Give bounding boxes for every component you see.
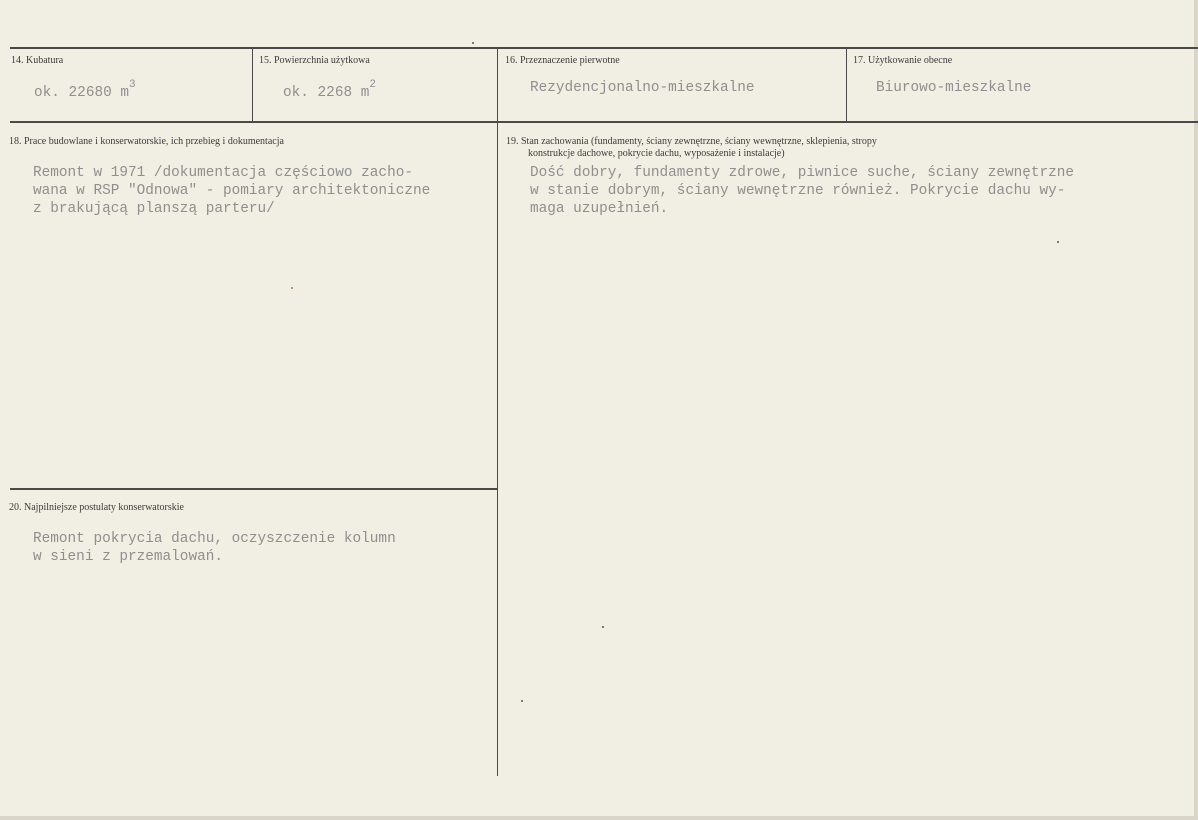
divider-main xyxy=(497,47,498,776)
header-row-rule xyxy=(10,121,1198,123)
field-19-line-1: Dość dobry, fundamenty zdrowe, piwnice suche, ściany zewnętrzne xyxy=(530,165,1075,181)
card-edge-right xyxy=(1194,0,1198,820)
field-16-value: Rezydencjonalno-mieszkalne xyxy=(530,80,755,96)
field-14-unit-exponent: 3 xyxy=(129,79,136,91)
field-20-label: 20. Najpilniejsze postulaty konserwatorskie xyxy=(9,502,184,513)
card-edge-bottom xyxy=(0,816,1198,820)
divider-16-17 xyxy=(846,47,847,122)
field-19-line-3: maga uzupełnień. xyxy=(530,201,669,217)
field-15-label: 15. Powierzchnia użytkowa xyxy=(259,55,370,66)
field-18-line-2: wana w RSP "Odnowa" - pomiary architektoniczne xyxy=(33,183,431,199)
field-15-unit-exponent: 2 xyxy=(369,79,376,91)
field-14-value xyxy=(34,79,136,102)
field-20-line-2: w sieni z przemalowań. xyxy=(33,549,223,565)
field-18-line-3: z brakującą planszą parteru/ xyxy=(33,201,275,217)
paper-speck xyxy=(602,626,604,628)
field-19-label-line-1: 19. Stan zachowania (fundamenty, ściany zewnętrzne, ściany wewnętrzne, sklepienia, stropy xyxy=(506,136,877,147)
field-15-value-text: ok. 2268 m xyxy=(283,84,370,101)
field-19-label-line-2: konstrukcje dachowe, pokrycie dachu, wyposażenie i instalacje) xyxy=(528,148,785,159)
field-14-value-text: ok. 22680 m xyxy=(34,84,129,101)
field-18-label: 18. Prace budowlane i konserwatorskie, ich przebieg i dokumentacja xyxy=(9,136,284,147)
field-19-line-2: w stanie dobrym, ściany wewnętrzne również. Pokrycie dachu wy- xyxy=(530,183,1066,199)
field-16-label: 16. Przeznaczenie pierwotne xyxy=(505,55,620,66)
top-rule xyxy=(10,47,1198,49)
paper-speck xyxy=(1057,241,1059,243)
paper-speck xyxy=(472,42,474,44)
field-18-line-1: Remont w 1971 /dokumentacja częściowo zacho- xyxy=(33,165,413,181)
field-20-line-1: Remont pokrycia dachu, oczyszczenie kolumn xyxy=(33,531,396,547)
paper-speck xyxy=(291,287,293,289)
divider-14-15 xyxy=(252,47,253,122)
field-17-label: 17. Użytkowanie obecne xyxy=(853,55,953,66)
paper-speck xyxy=(521,700,523,702)
field-15-value xyxy=(283,79,376,102)
left-section-rule xyxy=(10,488,498,490)
field-17-value: Biurowo-mieszkalne xyxy=(876,80,1032,96)
field-14-label: 14. Kubatura xyxy=(11,55,64,66)
